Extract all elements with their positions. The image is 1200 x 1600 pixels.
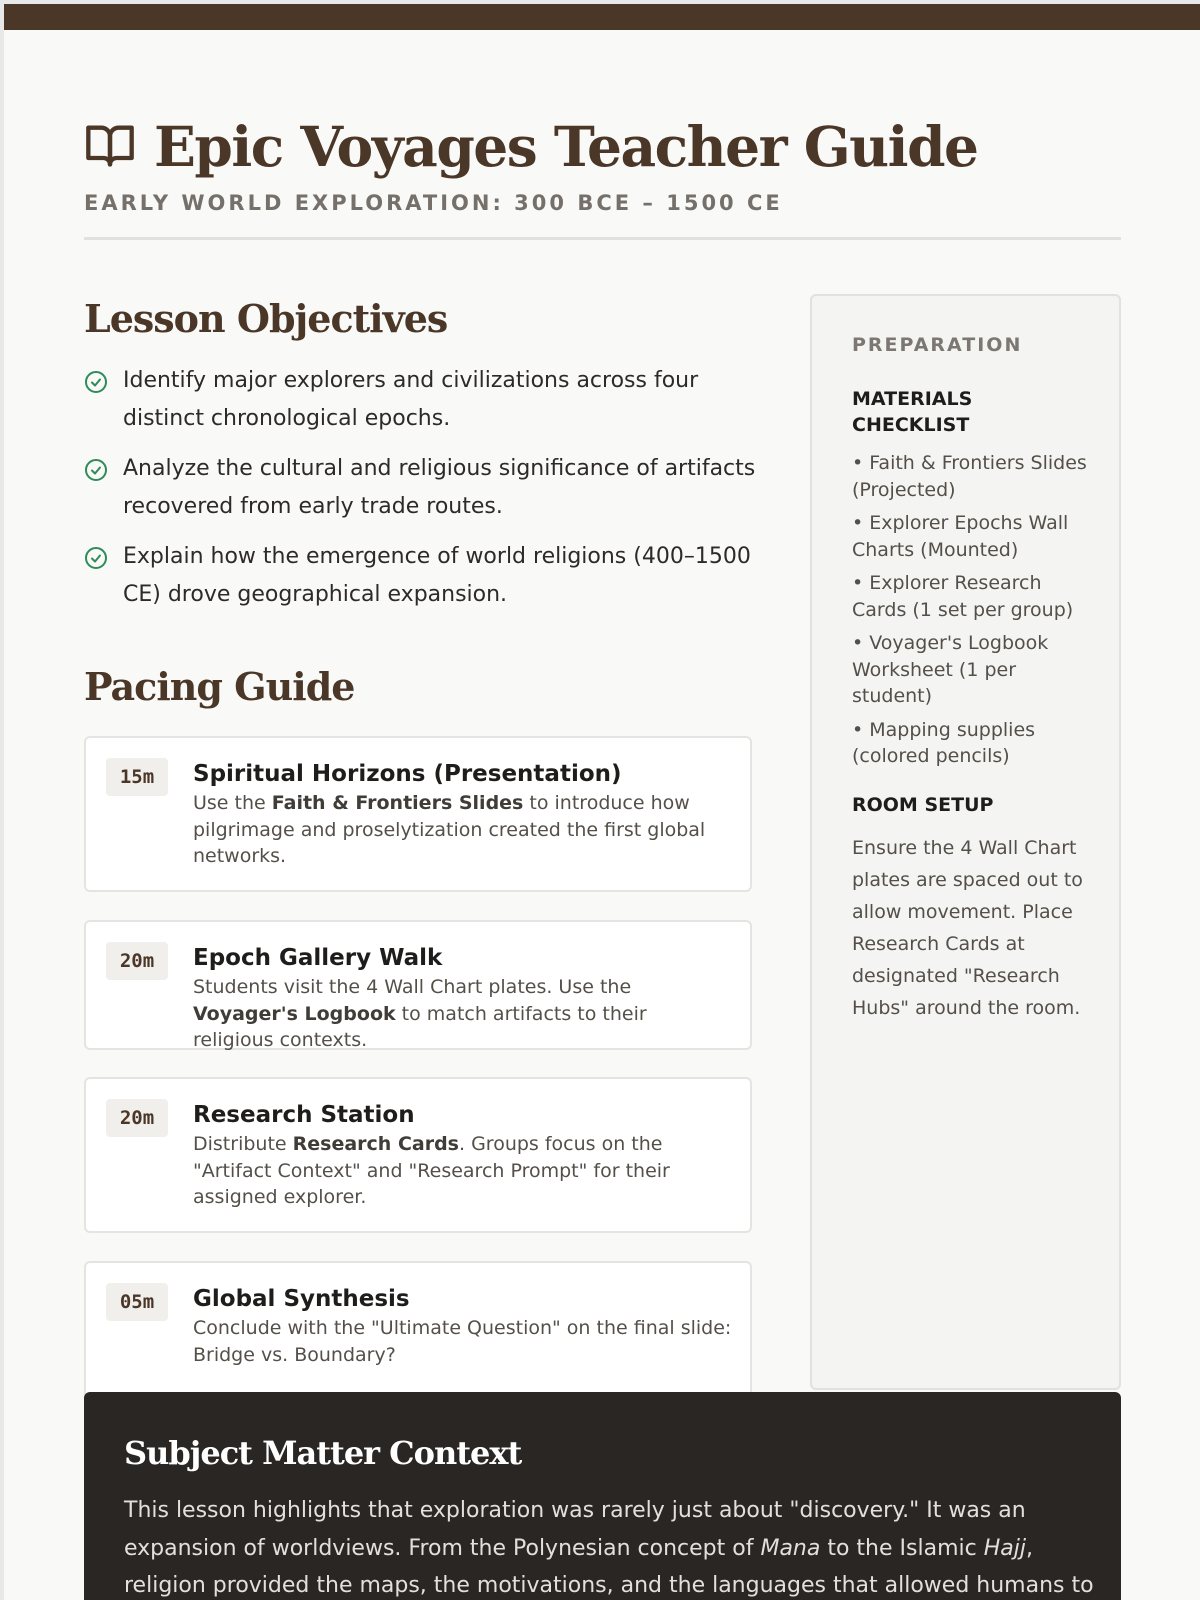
duration-badge: 05m [106,1283,168,1321]
objectives-heading: Lesson Objectives [84,296,448,341]
context-heading: Subject Matter Context [124,1434,522,1472]
materials-item: • Mapping supplies (colored pencils) [852,718,1036,767]
materials-item: • Voyager's Logbook Worksheet (1 per student) [852,632,1049,707]
pacing-item [84,920,752,1050]
page-subtitle: EARLY WORLD EXPLORATION: 300 BCE – 1500 CE [84,191,783,215]
pacing-title: Spiritual Horizons (Presentation) [193,761,622,787]
check-circle-icon [84,370,108,394]
sidebar-label: PREPARATION [852,334,1023,356]
room-setup-heading: ROOM SETUP [852,793,994,816]
materials-item: • Faith & Frontiers Slides (Projected) [852,452,1087,501]
top-accent-bar [4,4,1200,30]
page-title: Epic Voyages Teacher Guide [154,114,978,179]
pacing-item [84,1261,752,1401]
preparation-sidebar [810,294,1121,1390]
pacing-title: Epoch Gallery Walk [193,945,443,971]
materials-item: • Explorer Research Cards (1 set per group) [852,572,1074,621]
guide-header [84,114,1121,215]
materials-checklist [852,450,1092,770]
pacing-title: Research Station [193,1102,415,1128]
room-setup-text: Ensure the 4 Wall Chart plates are spaced out to allow movement. Place Research Cards at designated "Research Hubs" around the room. [852,836,1083,1019]
duration-badge: 15m [106,758,168,796]
duration-badge: 20m [106,942,168,980]
pacing-item [84,736,752,892]
pacing-title: Global Synthesis [193,1286,410,1312]
objective-item [84,538,764,614]
header-divider [84,237,1121,240]
pacing-description: Students visit the 4 Wall Chart plates. Use the Voyager's Logbook to match artifacts to their religious contexts. [193,976,647,1051]
materials-item: • Explorer Epochs Wall Charts (Mounted) [852,512,1069,561]
pacing-item [84,1077,752,1233]
objective-text: Explain how the emergence of world religions (400–1500 CE) drove geographical expansion. [123,544,751,607]
objective-item [84,450,764,526]
check-circle-icon [84,546,108,570]
duration-badge: 20m [106,1099,168,1137]
objective-text: Analyze the cultural and religious significance of artifacts recovered from early trade routes. [123,456,756,519]
pacing-description: Use the Faith & Frontiers Slides to introduce how pilgrimage and proselytization created the first global networks. [193,792,706,867]
objective-item [84,362,764,438]
pacing-description: Distribute Research Cards. Groups focus on the "Artifact Context" and "Research Prompt" for their assigned explorer. [193,1133,670,1208]
pacing-description: Conclude with the "Ultimate Question" on the final slide: Bridge vs. Boundary? [193,1317,732,1366]
subject-context-panel [84,1392,1121,1600]
objectives-list [84,362,764,626]
materials-heading: MATERIALS CHECKLIST [852,388,973,436]
check-circle-icon [84,458,108,482]
objective-text: Identify major explorers and civilizations across four distinct chronological epochs. [123,368,699,431]
pacing-heading: Pacing Guide [84,664,355,709]
context-text: This lesson highlights that exploration was rarely just about "discovery." It was an expansion of worldviews. From the Polynesian concept of Mana to the Islamic Hajj, religion provided the maps, the motivations, and the languages that allowed humans to [124,1498,1094,1598]
book-open-icon [84,119,136,171]
page [4,4,1200,1600]
